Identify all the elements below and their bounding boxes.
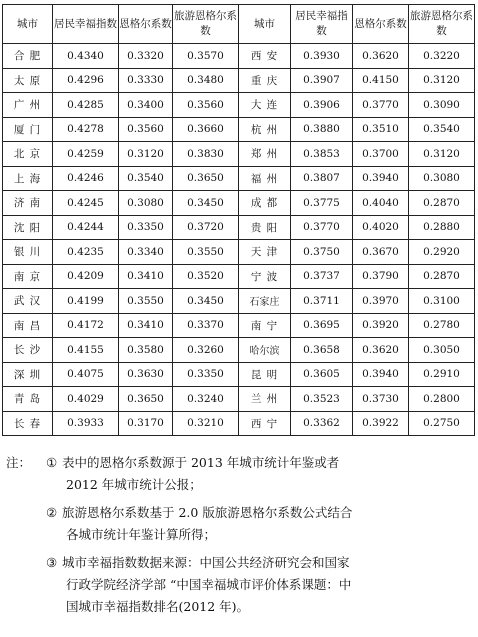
value-cell: 0.3660 xyxy=(173,117,239,142)
value-cell: 0.3807 xyxy=(291,166,353,191)
note-text: 旅游恩格尔系数基于 2.0 版旅游恩格尔系数公式结合 xyxy=(62,505,353,520)
city-cell: 深 圳 xyxy=(3,362,53,387)
table-row xyxy=(3,142,475,167)
value-cell: 0.4040 xyxy=(353,191,409,216)
column-header: 城市 xyxy=(239,5,291,44)
value-cell: 0.3120 xyxy=(409,68,475,93)
table-row xyxy=(3,362,475,387)
note-text-continued: 各城市统计年鉴计算所得； xyxy=(66,527,217,542)
value-cell: 0.3260 xyxy=(173,338,239,363)
column-header: 城市 xyxy=(3,5,53,44)
city-cell: 南 昌 xyxy=(3,313,53,338)
value-cell: 0.4246 xyxy=(53,166,119,191)
value-cell: 0.3940 xyxy=(353,362,409,387)
value-cell: 0.3695 xyxy=(291,313,353,338)
table-row xyxy=(3,93,475,118)
note-2 xyxy=(46,502,472,546)
value-cell: 0.3560 xyxy=(119,117,173,142)
value-cell: 0.3410 xyxy=(119,264,173,289)
city-cell: 宁 波 xyxy=(239,264,291,289)
city-cell: 广 州 xyxy=(3,93,53,118)
city-cell: 厦 门 xyxy=(3,117,53,142)
note-1 xyxy=(46,452,472,496)
value-cell: 0.3370 xyxy=(173,313,239,338)
table-row xyxy=(3,264,475,289)
value-cell: 0.4340 xyxy=(53,44,119,69)
value-cell: 0.3170 xyxy=(119,411,173,436)
table-row xyxy=(3,411,475,436)
table-row xyxy=(3,191,475,216)
note-number: ② xyxy=(46,505,58,520)
value-cell: 0.3550 xyxy=(119,289,173,314)
table-body xyxy=(3,44,475,436)
value-cell: 0.4259 xyxy=(53,142,119,167)
value-cell: 0.3220 xyxy=(409,44,475,69)
value-cell: 0.2780 xyxy=(409,313,475,338)
value-cell: 0.3540 xyxy=(409,117,475,142)
note-text: 城市幸福指数数据来源：中国公共经济研究会和国家 xyxy=(62,555,350,570)
value-cell: 0.3050 xyxy=(409,338,475,363)
column-header: 居民幸福指数 xyxy=(53,5,119,44)
value-cell: 0.3520 xyxy=(173,264,239,289)
value-cell: 0.3620 xyxy=(353,44,409,69)
city-cell: 长 春 xyxy=(3,411,53,436)
city-cell: 青 岛 xyxy=(3,387,53,412)
value-cell: 0.4209 xyxy=(53,264,119,289)
value-cell: 0.4075 xyxy=(53,362,119,387)
value-cell: 0.3630 xyxy=(119,362,173,387)
value-cell: 0.3930 xyxy=(291,44,353,69)
value-cell: 0.3670 xyxy=(353,240,409,265)
value-cell: 0.3853 xyxy=(291,142,353,167)
table-row xyxy=(3,68,475,93)
city-cell: 上 海 xyxy=(3,166,53,191)
value-cell: 0.3570 xyxy=(173,44,239,69)
city-cell: 兰 州 xyxy=(239,387,291,412)
table-row xyxy=(3,313,475,338)
value-cell: 0.2920 xyxy=(409,240,475,265)
table-row xyxy=(3,44,475,69)
city-cell: 长 沙 xyxy=(3,338,53,363)
value-cell: 0.3480 xyxy=(173,68,239,93)
table-row xyxy=(3,166,475,191)
city-cell: 哈尔滨 xyxy=(239,338,291,363)
note-text-continued: 国城市幸福指数排名(2012 年)。 xyxy=(66,599,250,614)
value-cell: 0.4199 xyxy=(53,289,119,314)
table-row xyxy=(3,387,475,412)
city-cell: 济 南 xyxy=(3,191,53,216)
city-cell: 大 连 xyxy=(239,93,291,118)
value-cell: 0.3340 xyxy=(119,240,173,265)
value-cell: 0.3550 xyxy=(173,240,239,265)
value-cell: 0.3711 xyxy=(291,289,353,314)
value-cell: 0.3450 xyxy=(173,289,239,314)
value-cell: 0.3090 xyxy=(409,93,475,118)
value-cell: 0.4155 xyxy=(53,338,119,363)
note-text: 表中的恩格尔系数源于 2013 年城市统计年鉴或者 xyxy=(62,455,340,470)
city-cell: 沈 阳 xyxy=(3,215,53,240)
value-cell: 0.3737 xyxy=(291,264,353,289)
city-cell: 石家庄 xyxy=(239,289,291,314)
table-row xyxy=(3,338,475,363)
city-cell: 贵 阳 xyxy=(239,215,291,240)
value-cell: 0.3510 xyxy=(353,117,409,142)
value-cell: 0.3523 xyxy=(291,387,353,412)
note-3 xyxy=(46,552,472,618)
value-cell: 0.4172 xyxy=(53,313,119,338)
city-cell: 太 原 xyxy=(3,68,53,93)
city-cell: 北 京 xyxy=(3,142,53,167)
value-cell: 0.4244 xyxy=(53,215,119,240)
note-text-continued: 行政学院经济学部 “中国幸福城市评价体系课题：中 xyxy=(66,577,352,592)
value-cell: 0.3362 xyxy=(291,411,353,436)
value-cell: 0.3970 xyxy=(353,289,409,314)
value-cell: 0.2870 xyxy=(409,264,475,289)
value-cell: 0.4029 xyxy=(53,387,119,412)
value-cell: 0.3240 xyxy=(173,387,239,412)
value-cell: 0.3830 xyxy=(173,142,239,167)
city-cell: 重 庆 xyxy=(239,68,291,93)
value-cell: 0.3906 xyxy=(291,93,353,118)
value-cell: 0.4296 xyxy=(53,68,119,93)
city-cell: 武 汉 xyxy=(3,289,53,314)
value-cell: 0.4235 xyxy=(53,240,119,265)
happiness-engel-table xyxy=(2,4,475,436)
value-cell: 0.2800 xyxy=(409,387,475,412)
value-cell: 0.3210 xyxy=(173,411,239,436)
table-header-row xyxy=(3,5,475,44)
value-cell: 0.3605 xyxy=(291,362,353,387)
city-cell: 银 川 xyxy=(3,240,53,265)
value-cell: 0.3400 xyxy=(119,93,173,118)
value-cell: 0.2910 xyxy=(409,362,475,387)
value-cell: 0.3730 xyxy=(353,387,409,412)
notes-label: 注： xyxy=(6,455,32,470)
value-cell: 0.3650 xyxy=(173,166,239,191)
column-header: 旅游恩格尔系数 xyxy=(409,5,475,44)
value-cell: 0.3560 xyxy=(173,93,239,118)
city-cell: 福 州 xyxy=(239,166,291,191)
value-cell: 0.4278 xyxy=(53,117,119,142)
value-cell: 0.3080 xyxy=(119,191,173,216)
value-cell: 0.4150 xyxy=(353,68,409,93)
value-cell: 0.3775 xyxy=(291,191,353,216)
value-cell: 0.4020 xyxy=(353,215,409,240)
column-header: 居民幸福指数 xyxy=(291,5,353,44)
table-row xyxy=(3,289,475,314)
value-cell: 0.3933 xyxy=(53,411,119,436)
value-cell: 0.3940 xyxy=(353,166,409,191)
city-cell: 合 肥 xyxy=(3,44,53,69)
value-cell: 0.3650 xyxy=(119,387,173,412)
table-row xyxy=(3,240,475,265)
value-cell: 0.3880 xyxy=(291,117,353,142)
table-row xyxy=(3,117,475,142)
city-cell: 南 宁 xyxy=(239,313,291,338)
value-cell: 0.4285 xyxy=(53,93,119,118)
value-cell: 0.3120 xyxy=(409,142,475,167)
value-cell: 0.3330 xyxy=(119,68,173,93)
value-cell: 0.2750 xyxy=(409,411,475,436)
value-cell: 0.3770 xyxy=(291,215,353,240)
city-cell: 杭 州 xyxy=(239,117,291,142)
value-cell: 0.3750 xyxy=(291,240,353,265)
value-cell: 0.3080 xyxy=(409,166,475,191)
city-cell: 郑 州 xyxy=(239,142,291,167)
value-cell: 0.3790 xyxy=(353,264,409,289)
value-cell: 0.3658 xyxy=(291,338,353,363)
city-cell: 南 京 xyxy=(3,264,53,289)
value-cell: 0.3920 xyxy=(353,313,409,338)
value-cell: 0.3922 xyxy=(353,411,409,436)
value-cell: 0.3350 xyxy=(173,362,239,387)
city-cell: 成 都 xyxy=(239,191,291,216)
table-row xyxy=(3,215,475,240)
column-header: 恩格尔系数 xyxy=(353,5,409,44)
city-cell: 西 安 xyxy=(239,44,291,69)
value-cell: 0.3350 xyxy=(119,215,173,240)
value-cell: 0.3120 xyxy=(119,142,173,167)
value-cell: 0.3620 xyxy=(353,338,409,363)
value-cell: 0.3100 xyxy=(409,289,475,314)
city-cell: 昆 明 xyxy=(239,362,291,387)
column-header: 恩格尔系数 xyxy=(119,5,173,44)
value-cell: 0.3700 xyxy=(353,142,409,167)
value-cell: 0.3907 xyxy=(291,68,353,93)
city-cell: 西 宁 xyxy=(239,411,291,436)
note-number: ① xyxy=(46,455,58,470)
value-cell: 0.3770 xyxy=(353,93,409,118)
note-number: ③ xyxy=(46,555,58,570)
value-cell: 0.4245 xyxy=(53,191,119,216)
value-cell: 0.3320 xyxy=(119,44,173,69)
value-cell: 0.3540 xyxy=(119,166,173,191)
value-cell: 0.3580 xyxy=(119,338,173,363)
note-text-continued: 2012 年城市统计公报； xyxy=(66,477,202,492)
value-cell: 0.3410 xyxy=(119,313,173,338)
column-header: 旅游恩格尔系数 xyxy=(173,5,239,44)
value-cell: 0.3720 xyxy=(173,215,239,240)
city-cell: 天 津 xyxy=(239,240,291,265)
value-cell: 0.2880 xyxy=(409,215,475,240)
value-cell: 0.3450 xyxy=(173,191,239,216)
value-cell: 0.2870 xyxy=(409,191,475,216)
